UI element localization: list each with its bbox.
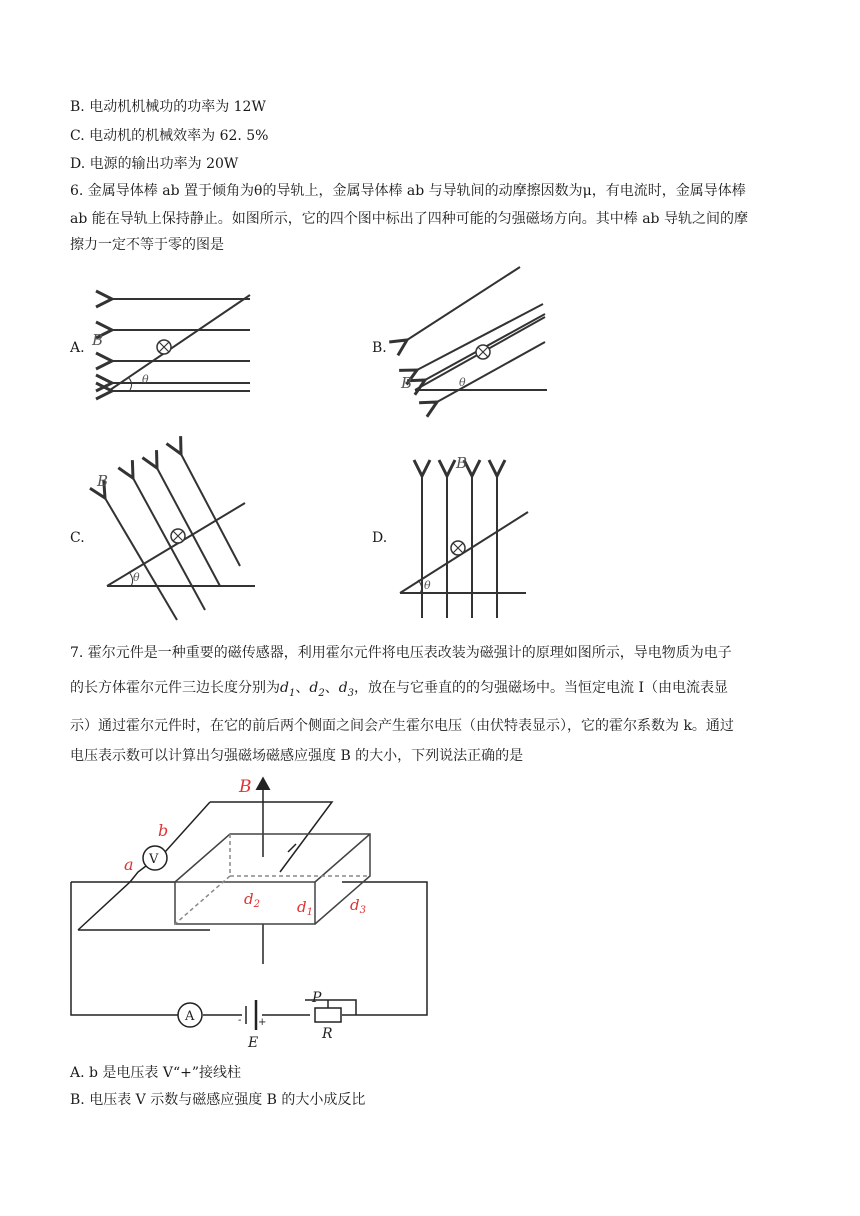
q7-line4: 电压表示数可以计算出匀强磁场磁感应强度 B 的大小，下列说法正确的是 <box>70 748 524 764</box>
voltmeter-V: V <box>149 852 159 867</box>
fig-d-angle: θ <box>424 579 431 592</box>
circuit-minus: - <box>238 1015 242 1026</box>
circuit-d3: $d_3$ <box>350 896 366 916</box>
q7-line2-pre: 的长方体霍尔元件三边长度分别为 <box>70 680 280 696</box>
q7-sep1: 、 <box>295 680 310 696</box>
circuit-a: a <box>124 855 134 874</box>
q7-d3: $d_3$ <box>338 680 355 699</box>
fig-a-angle: θ <box>142 373 149 386</box>
q6-line1: 6. 金属导体棒 ab 置于倾角为θ的导轨上，金属导体棒 ab 与导轨间的动摩擦因数为μ，有电流时，金属导体棒 <box>70 183 746 199</box>
circuit-d1: $d_1$ <box>297 898 313 918</box>
fig-a-label: A. <box>70 340 85 356</box>
q6-line2: ab 能在导轨上保持静止。如图所示，它的四个图中标出了四种可能的匀强磁场方向。其中棒 ab 导轨之间的摩 <box>70 211 748 227</box>
circuit-B: B <box>239 777 252 797</box>
fig-b-label: B. <box>372 340 387 356</box>
q7-line1: 7. 霍尔元件是一种重要的磁传感器，利用霍尔元件将电压表改装为磁强计的原理如图所示，导电物质为电子 <box>70 645 732 661</box>
fig-d-field-label: B <box>456 454 468 472</box>
q7-d2: $d_2$ <box>309 680 325 699</box>
q6-line3: 擦力一定不等于零的图是 <box>70 237 224 253</box>
q7-d1: $d_1$ <box>280 680 296 699</box>
circuit-plus: + <box>258 1017 267 1028</box>
option-c-prev: C. 电动机的机械效率为 62. 5% <box>70 128 269 144</box>
q7-sep2: 、 <box>324 680 339 696</box>
figure-d <box>398 452 538 622</box>
fig-c-label: C. <box>70 530 85 546</box>
figure-c <box>95 448 260 623</box>
figure-a <box>92 285 260 400</box>
fig-b-angle: θ <box>459 376 466 389</box>
fig-d-label: D. <box>372 530 388 546</box>
circuit-R: R <box>322 1026 333 1042</box>
ammeter-A: A <box>185 1009 195 1024</box>
option-b-prev: B. 电动机机械功的功率为 12W <box>70 99 266 115</box>
q7-line2 <box>70 678 728 704</box>
circuit-P: P <box>312 990 322 1006</box>
fig-b-field-label: B <box>401 374 413 392</box>
circuit-b: b <box>158 821 169 840</box>
fig-a-field-label: B <box>92 331 104 349</box>
circuit-E: E <box>248 1035 259 1051</box>
q7-option-b: B. 电压表 V 示数与磁感应强度 B 的大小成反比 <box>70 1092 366 1108</box>
option-d-prev: D. 电源的输出功率为 20W <box>70 156 239 172</box>
fig-c-field-label: B <box>97 472 109 490</box>
fig-c-angle: θ <box>133 571 140 584</box>
circuit-d2: $d_2$ <box>244 890 260 910</box>
figure-b <box>395 262 555 422</box>
hall-circuit-diagram <box>60 772 440 1052</box>
q7-line2-post: ，放在与它垂直的的匀强磁场中。当恒定电流 I（由电流表显 <box>354 680 729 696</box>
q7-option-a: A. b 是电压表 V“+”接线柱 <box>70 1065 242 1081</box>
q7-line3: 示）通过霍尔元件时，在它的前后两个侧面之间会产生霍尔电压（由伏特表显示），它的霍尔系数为 k。通过 <box>70 718 734 734</box>
